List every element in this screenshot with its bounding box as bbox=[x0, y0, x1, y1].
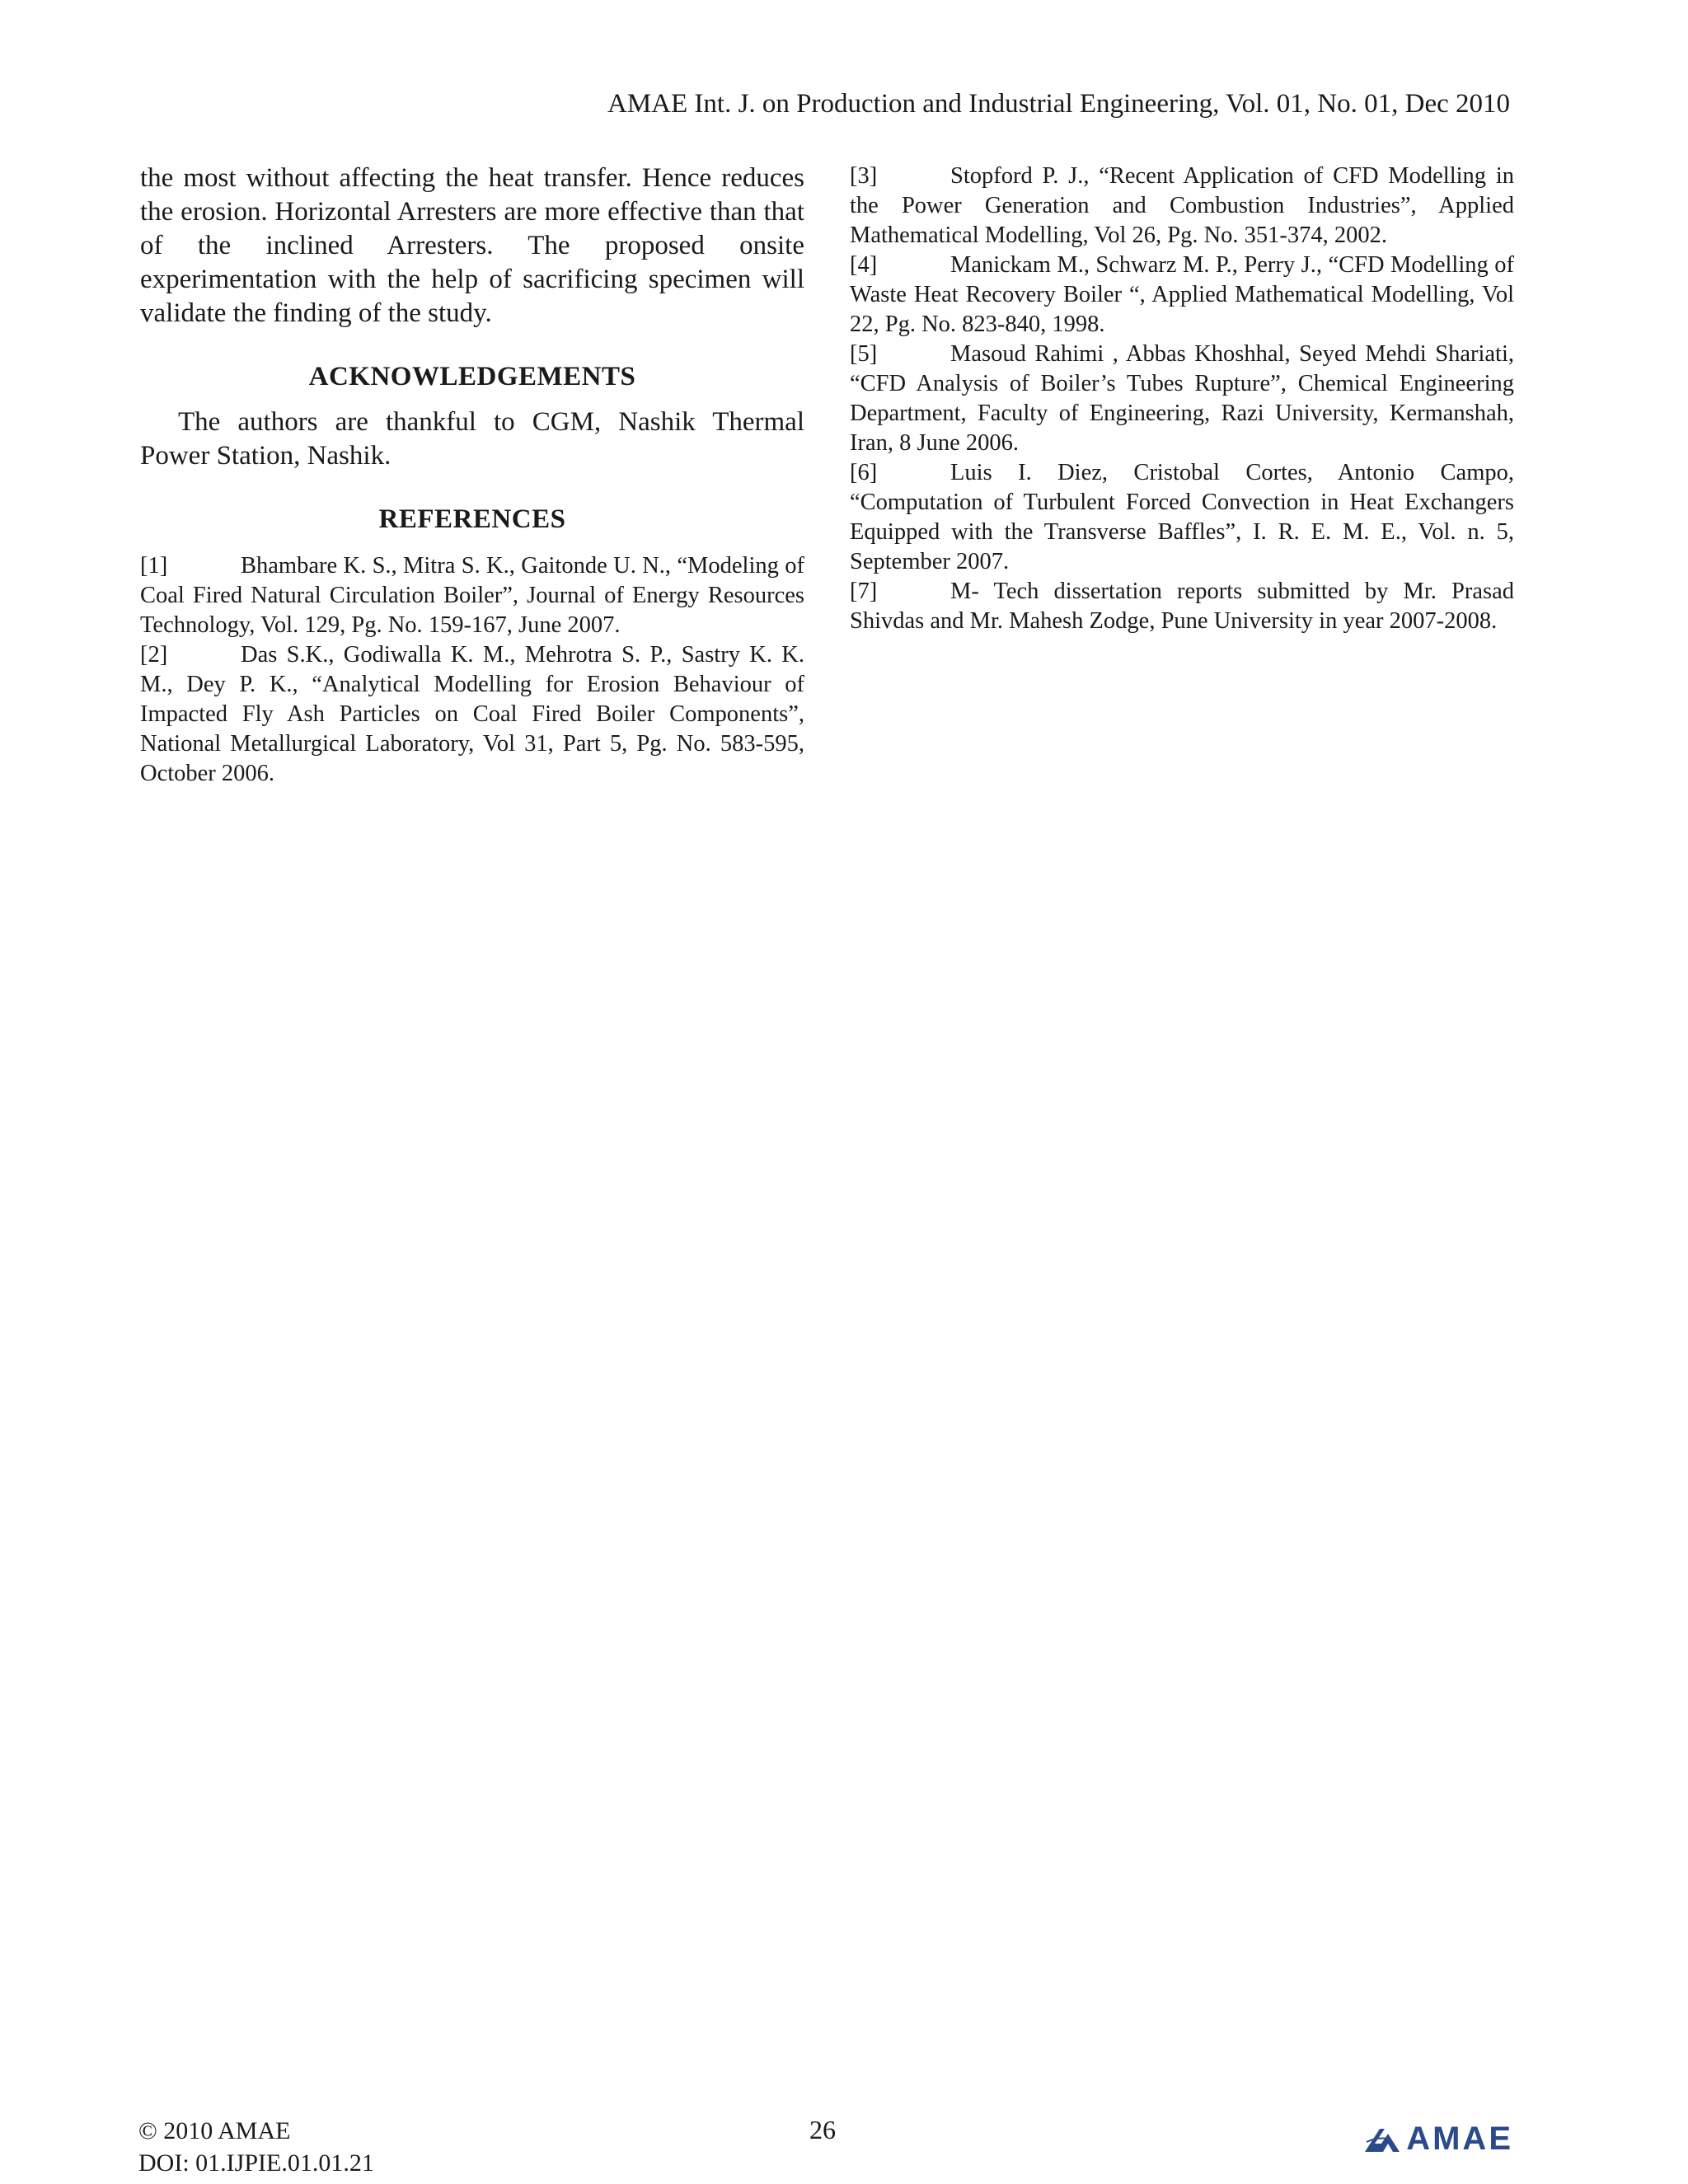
page-number: 26 bbox=[809, 2115, 836, 2144]
footer-left bbox=[138, 2115, 374, 2179]
reference-6 bbox=[850, 458, 1514, 577]
reference-text: Masoud Rahimi , Abbas Khoshhal, Seyed Mehdi Shariati, “CFD Analysis of Boiler’s Tubes Rupture”, Chemical Engineering Department, Faculty of Engineering, Razi University, Kermanshah, Iran, 8 June 2006. bbox=[850, 341, 1514, 456]
continuation-paragraph: the most without affecting the heat transfer. Hence reduces the erosion. Horizontal Arresters are more effective than that of the inclined Arresters. The proposed onsite experimentation with the help of sacrificing specimen will validate the finding of the study. bbox=[140, 163, 804, 328]
reference-number: [6] bbox=[850, 460, 878, 485]
reference-number: [5] bbox=[850, 341, 878, 367]
reference-number: [3] bbox=[850, 163, 878, 189]
reference-text: Stopford P. J., “Recent Application of CFD Modelling in the Power Generation and Combustion Industries”, Applied Mathematical Modelling, Vol 26, Pg. No. 351-374, 2002. bbox=[850, 163, 1514, 248]
reference-text: Bhambare K. S., Mitra S. K., Gaitonde U. N., “Modeling of Coal Fired Natural Circulation Boiler”, Journal of Energy Resources Technology, Vol. 129, Pg. No. 159-167, June 2007. bbox=[140, 553, 804, 638]
reference-number: [2] bbox=[140, 642, 168, 668]
reference-number: [4] bbox=[850, 252, 878, 278]
doi-text: DOI: 01.IJPIE.01.01.21 bbox=[138, 2149, 374, 2177]
copyright-text: © 2010 AMAE bbox=[138, 2117, 291, 2144]
reference-number: [1] bbox=[140, 553, 168, 579]
reference-list-right bbox=[850, 162, 1514, 636]
reference-4 bbox=[850, 251, 1514, 340]
amae-logo-wordmark: AMAE bbox=[1406, 2121, 1513, 2157]
amae-logo bbox=[1363, 2121, 1513, 2158]
amae-logo-icon bbox=[1363, 2125, 1401, 2154]
reference-text: Das S.K., Godiwalla K. M., Mehrotra S. P., Sastry K. K. M., Dey P. K., “Analytical Modelling for Erosion Behaviour of Impacted Fly Ash Particles on Coal Fired Boiler Components”, National Metallurgical Laboratory, Vol 31, Part 5, Pg. No. 583-595, October 2006. bbox=[140, 642, 804, 786]
reference-5 bbox=[850, 340, 1514, 458]
right-column bbox=[850, 162, 1514, 636]
acknowledgements-text: The authors are thankful to CGM, Nashik Thermal Power Station, Nashik. bbox=[140, 407, 804, 471]
reference-text: Manickam M., Schwarz M. P., Perry J., “CFD Modelling of Waste Heat Recovery Boiler “, Applied Mathematical Modelling, Vol 22, Pg. No. 823-840, 1998. bbox=[850, 252, 1514, 337]
acknowledgements-heading: ACKNOWLEDGEMENTS bbox=[308, 362, 636, 391]
reference-list-left bbox=[140, 551, 804, 789]
reference-2 bbox=[140, 640, 804, 789]
reference-3 bbox=[850, 162, 1514, 251]
reference-text: Luis I. Diez, Cristobal Cortes, Antonio Campo, “Computation of Turbulent Forced Convection in Heat Exchangers Equipped with the Transverse Baffles”, I. R. E. M. E., Vol. n. 5, September 2007. bbox=[850, 460, 1514, 574]
reference-text: M- Tech dissertation reports submitted by Mr. Prasad Shivdas and Mr. Mahesh Zodge, Pune University in year 2007-2008. bbox=[850, 579, 1514, 634]
references-heading: REFERENCES bbox=[378, 504, 566, 534]
reference-7 bbox=[850, 577, 1514, 636]
reference-number: [7] bbox=[850, 579, 878, 604]
running-header: AMAE Int. J. on Production and Industrial Engineering, Vol. 01, No. 01, Dec 2010 bbox=[607, 89, 1510, 119]
reference-1 bbox=[140, 551, 804, 640]
left-column bbox=[140, 162, 804, 789]
